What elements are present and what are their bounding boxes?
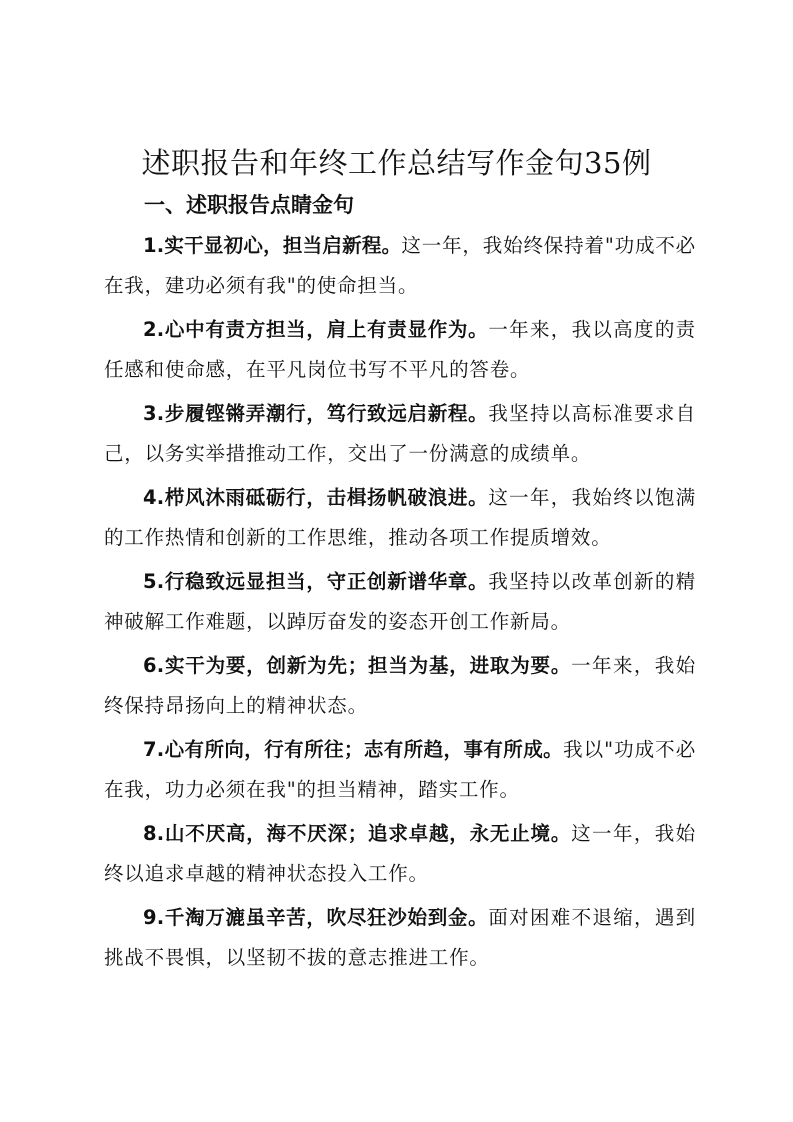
list-item: [104, 310, 696, 390]
document-title: 述职报告和年终工作总结写作金句35例: [141, 146, 652, 180]
phrase-headline: 4.栉风沐雨砥砺行，击楫扬帆破浪进。: [143, 486, 489, 509]
phrase-headline: 1.实干显初心，担当启新程。: [143, 234, 402, 257]
phrase-description: 一年来，我始终保持昂扬向上的精神状态。: [104, 654, 696, 717]
phrase-description: 这一年，我始终以追求卓越的精神状态投入工作。: [104, 822, 696, 885]
list-item: [104, 646, 696, 726]
list-item: [104, 226, 696, 306]
phrase-headline: 6.实干为要，创新为先；担当为基，进取为要。: [143, 654, 572, 677]
list-item: [104, 898, 696, 978]
phrase-description: 我坚持以高标准要求自己，以务实举措推动工作，交出了一份满意的成绩单。: [104, 402, 696, 465]
list-item: [104, 394, 696, 474]
phrase-description: 一年来，我以高度的责任感和使命感，在平凡岗位书写不平凡的答卷。: [104, 318, 696, 381]
list-item: [104, 814, 696, 894]
phrase-headline: 8.山不厌高，海不厌深；追求卓越，永无止境。: [143, 822, 572, 845]
phrase-description: 面对困难不退缩，遇到挑战不畏惧，以坚韧不拔的意志推进工作。: [104, 906, 696, 969]
list-item: [104, 730, 696, 810]
phrase-headline: 5.行稳致远显担当，守正创新谱华章。: [143, 570, 489, 593]
phrase-headline: 9.千淘万漉虽辛苦，吹尽狂沙始到金。: [143, 906, 489, 929]
list-item: [104, 478, 696, 558]
phrase-list: [104, 226, 696, 982]
phrase-description: 这一年，我始终以饱满的工作热情和创新的工作思维，推动各项工作提质增效。: [104, 486, 696, 549]
phrase-description: 我以"功成不必在我，功力必须在我"的担当精神，踏实工作。: [104, 738, 696, 801]
phrase-headline: 2.心中有责方担当，肩上有责显作为。: [143, 318, 489, 341]
phrase-headline: 7.心有所向，行有所往；志有所趋，事有所成。: [143, 738, 564, 761]
list-item: [104, 562, 696, 642]
section-heading: 一、述职报告点睛金句: [144, 193, 354, 217]
phrase-headline: 3.步履铿锵弄潮行，笃行致远启新程。: [143, 402, 489, 425]
phrase-description: 这一年，我始终保持着"功成不必在我，建功必须有我"的使命担当。: [104, 234, 696, 297]
phrase-description: 我坚持以改革创新的精神破解工作难题，以踔厉奋发的姿态开创工作新局。: [104, 570, 696, 633]
